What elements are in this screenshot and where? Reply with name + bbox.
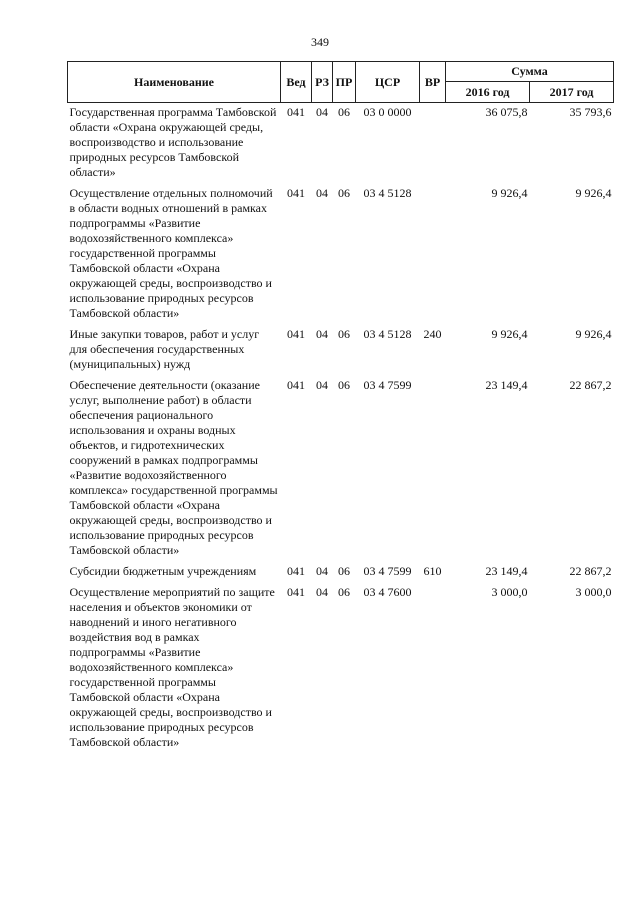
row-csr: 03 0 0000	[363, 105, 412, 119]
row-ved: 041	[287, 186, 305, 200]
header-name: Наименование	[68, 62, 281, 103]
table-body	[68, 103, 614, 755]
header-csr: ЦСР	[356, 62, 420, 103]
row-csr: 03 4 5128	[363, 186, 412, 200]
table-row	[68, 184, 614, 325]
table-header	[68, 62, 614, 103]
table-row	[68, 103, 614, 185]
table-row	[68, 376, 614, 562]
row-2017: 9 926,4	[575, 327, 612, 341]
row-2017: 9 926,4	[575, 186, 612, 200]
table-row	[68, 583, 614, 754]
row-2016: 9 926,4	[491, 186, 528, 200]
header-2017: 2017 год	[530, 82, 614, 103]
row-name: Иные закупки товаров, работ и услуг для обеспечения государственных (муниципальных) нужд	[69, 327, 260, 371]
row-name: Осуществление мероприятий по защите населения и объектов экономики от наводнений и иного негативного воздействия вод в рамках подпрограммы «Развитие водохозяйственного комплекса» государственной программы Тамбовской области «Охрана окружающей среды, воспроизводство и использование природных ресурсов Тамбовской области»	[69, 585, 275, 749]
row-rz: 04	[316, 564, 328, 578]
row-ved: 041	[287, 105, 305, 119]
row-csr: 03 4 7599	[363, 378, 412, 392]
row-2017: 22 867,2	[569, 378, 612, 392]
row-2017: 35 793,6	[569, 105, 612, 119]
row-pr: 06	[338, 186, 350, 200]
row-vr: 610	[423, 564, 442, 578]
row-rz: 04	[316, 585, 328, 599]
row-ved: 041	[287, 585, 305, 599]
row-pr: 06	[338, 564, 350, 578]
header-2016: 2016 год	[446, 82, 530, 103]
row-ved: 041	[287, 564, 305, 578]
row-pr: 06	[338, 327, 350, 341]
budget-table	[67, 61, 614, 754]
row-vr	[420, 583, 446, 754]
row-rz: 04	[316, 378, 328, 392]
row-2016: 9 926,4	[491, 327, 528, 341]
row-vr: 240	[423, 327, 442, 341]
row-rz: 04	[316, 186, 328, 200]
row-ved: 041	[287, 327, 305, 341]
row-pr: 06	[338, 585, 350, 599]
row-rz: 04	[316, 105, 328, 119]
row-vr	[420, 376, 446, 562]
row-2017: 3 000,0	[575, 585, 612, 599]
row-2016: 36 075,8	[485, 105, 528, 119]
page-number: 349	[311, 35, 329, 49]
table-row	[68, 562, 614, 583]
row-name: Государственная программа Тамбовской области «Охрана окружающей среды, воспроизводство и использование природных ресурсов Тамбовской области»	[69, 105, 277, 179]
table-row	[68, 325, 614, 376]
header-ved: Вед	[281, 62, 312, 103]
header-sum: Сумма	[446, 62, 614, 82]
row-csr: 03 4 5128	[363, 327, 412, 341]
row-2016: 23 149,4	[485, 378, 528, 392]
row-2016: 23 149,4	[485, 564, 528, 578]
row-csr: 03 4 7599	[363, 564, 412, 578]
row-rz: 04	[316, 327, 328, 341]
header-pr: ПР	[333, 62, 356, 103]
row-name: Субсидии бюджетным учреждениям	[69, 564, 257, 578]
row-2016: 3 000,0	[491, 585, 528, 599]
row-name: Обеспечение деятельности (оказание услуг, выполнение работ) в области обеспечения рационального использования и охраны водных объектов, и гидротехнических сооружений в рамках подпрограммы «Развитие водохозяйственного комплекса» государственной программы Тамбовской области «Охрана окружающей среды, воспроизводство и использование природных ресурсов Тамбовской области»	[69, 378, 278, 557]
header-vr: ВР	[420, 62, 446, 103]
row-pr: 06	[338, 105, 350, 119]
row-vr	[420, 184, 446, 325]
row-2017: 22 867,2	[569, 564, 612, 578]
row-name: Осуществление отдельных полномочий в области водных отношений в рамках подпрограммы «Развитие водохозяйственного комплекса» государственной программы Тамбовской области «Охрана окружающей среды, воспроизводство и использование природных ресурсов Тамбовской области»	[69, 186, 273, 320]
row-pr: 06	[338, 378, 350, 392]
header-rz: РЗ	[312, 62, 333, 103]
row-ved: 041	[287, 378, 305, 392]
row-csr: 03 4 7600	[363, 585, 412, 599]
row-vr	[420, 103, 446, 185]
